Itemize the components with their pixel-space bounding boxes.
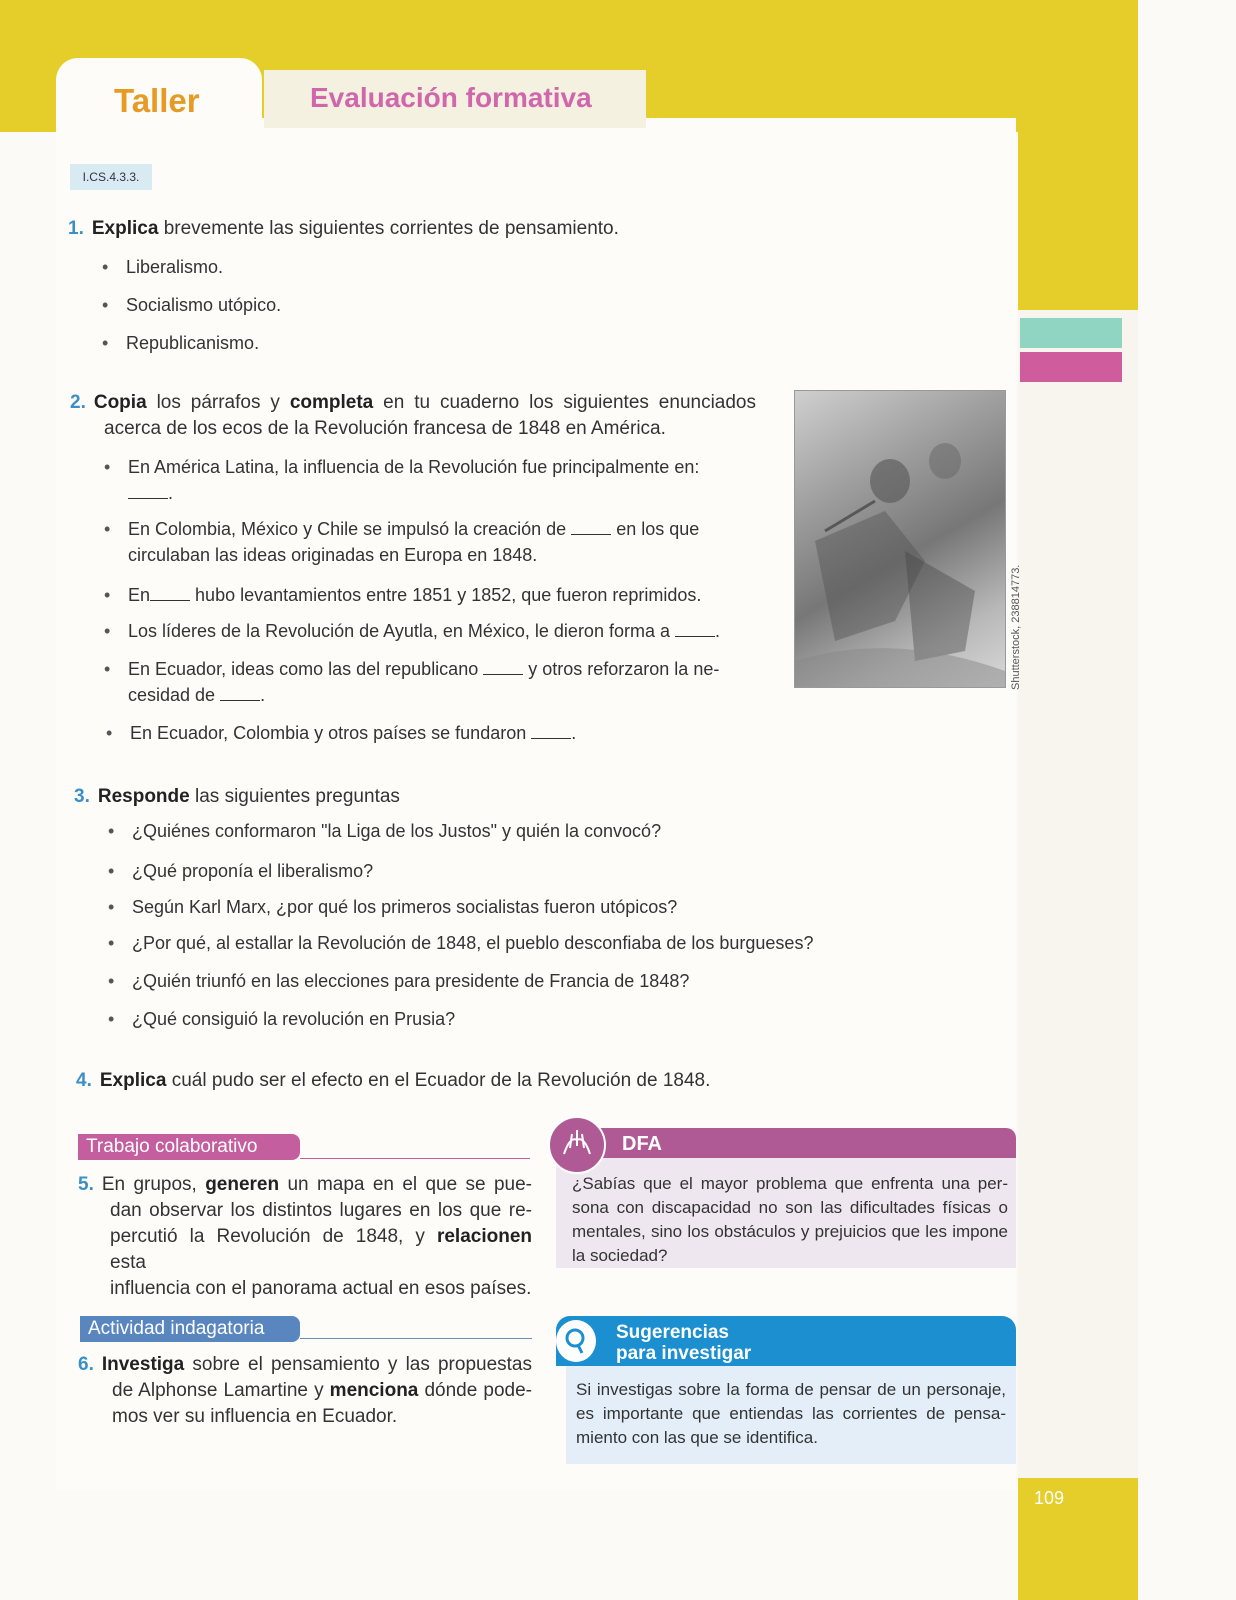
pink-marker xyxy=(1020,352,1122,382)
question-1: 1. Explica brevemente las siguientes corrientes de pensamiento. xyxy=(68,218,619,239)
hands-icon xyxy=(548,1116,606,1174)
list-item: • Republicanismo. xyxy=(126,330,259,356)
evaluation-title: Evaluación formativa xyxy=(310,82,592,113)
photo-credit: Shutterstock, 238814773. xyxy=(1010,564,1022,690)
magnifier-icon xyxy=(556,1320,596,1362)
list-item: • En Ecuador, Colombia y otros países se fundaron . xyxy=(130,720,760,746)
suggestions-text: Si investigas sobre la forma de pensar de un personaje, es importante que entiendas las corrientes de pensa- miento con las que se identifica. xyxy=(576,1380,1006,1447)
list-item: • ¿Quiénes conformaron "la Liga de los Justos" y quién la convocó? xyxy=(132,818,661,844)
taller-heading: Taller xyxy=(114,82,200,119)
list-item: • Según Karl Marx, ¿por qué los primeros socialistas fueron utópicos? xyxy=(132,894,677,920)
indicator-code: I.CS.4.3.3. xyxy=(70,164,152,190)
suggestions-title: Sugerencias para investigar xyxy=(616,1322,752,1364)
page-number: 109 xyxy=(1034,1488,1065,1508)
list-item: • ¿Quién triunfó en las elecciones para presidente de Francia de 1848? xyxy=(132,968,689,994)
revolution-illustration xyxy=(794,390,1006,688)
list-item: • Liberalismo. xyxy=(126,254,223,280)
dfa-title: DFA xyxy=(622,1133,662,1155)
inquiry-heading: Actividad indagatoria xyxy=(80,1316,300,1342)
collaborative-heading: Trabajo colaborativo xyxy=(78,1134,300,1160)
list-item: • En América Latina, la influencia de la Revolución fue principalmente en: . xyxy=(128,454,758,506)
question-3: 3. Responde las siguientes preguntas xyxy=(74,786,400,807)
list-item: • Socialismo utópico. xyxy=(126,292,281,318)
teal-marker xyxy=(1020,318,1122,348)
divider xyxy=(300,1158,530,1159)
divider xyxy=(300,1338,532,1339)
right-margin-area xyxy=(1018,310,1138,1480)
question-6: 6. Investiga sobre el pensamiento y las propuestas de Alphonse Lamartine y menciona dónde pode- mos ver su influencia en Ecuador. xyxy=(78,1354,533,1427)
illustration-sketch xyxy=(795,391,1005,687)
list-item: • En hubo levantamientos entre 1851 y 1852, que fueron reprimidos. xyxy=(128,582,758,608)
list-item: • ¿Por qué, al estallar la Revolución de 1848, el pueblo desconfiaba de los burgueses? xyxy=(132,930,813,956)
question-4: 4. Explica cuál pudo ser el efecto en el Ecuador de la Revolución de 1848. xyxy=(76,1070,711,1091)
list-item: • En Ecuador, ideas como las del republicano y otros reforzaron la ne- cesidad de . xyxy=(128,656,758,708)
question-5: 5. En grupos, generen un mapa en el que se pue- dan observar los distintos lugares en los que re- percutió la Revolución de 1848, y relacionen esta influencia con el panorama actual en esos países. xyxy=(78,1174,532,1299)
dfa-text: ¿Sabías que el mayor problema que enfrenta una per- sona con discapacidad no son las dificultades físicas o mentales, sino los obstáculos y prejuicios que les impone la sociedad? xyxy=(572,1174,1008,1265)
list-item: • Los líderes de la Revolución de Ayutla, en México, le dieron forma a . xyxy=(128,618,758,644)
question-2-line-2: acerca de los ecos de la Revolución francesa de 1848 en América. xyxy=(104,418,666,439)
list-item: • ¿Qué proponía el liberalismo? xyxy=(132,858,373,884)
list-item: • En Colombia, México y Chile se impulsó la creación de en los que circulaban las ideas originadas en Europa en 1848. xyxy=(128,516,758,568)
question-2-line-1: 2. Copia los párrafos y completa en tu cuaderno los siguientes enunciados xyxy=(70,392,756,413)
list-item: • ¿Qué consiguió la revolución en Prusia? xyxy=(132,1006,455,1032)
